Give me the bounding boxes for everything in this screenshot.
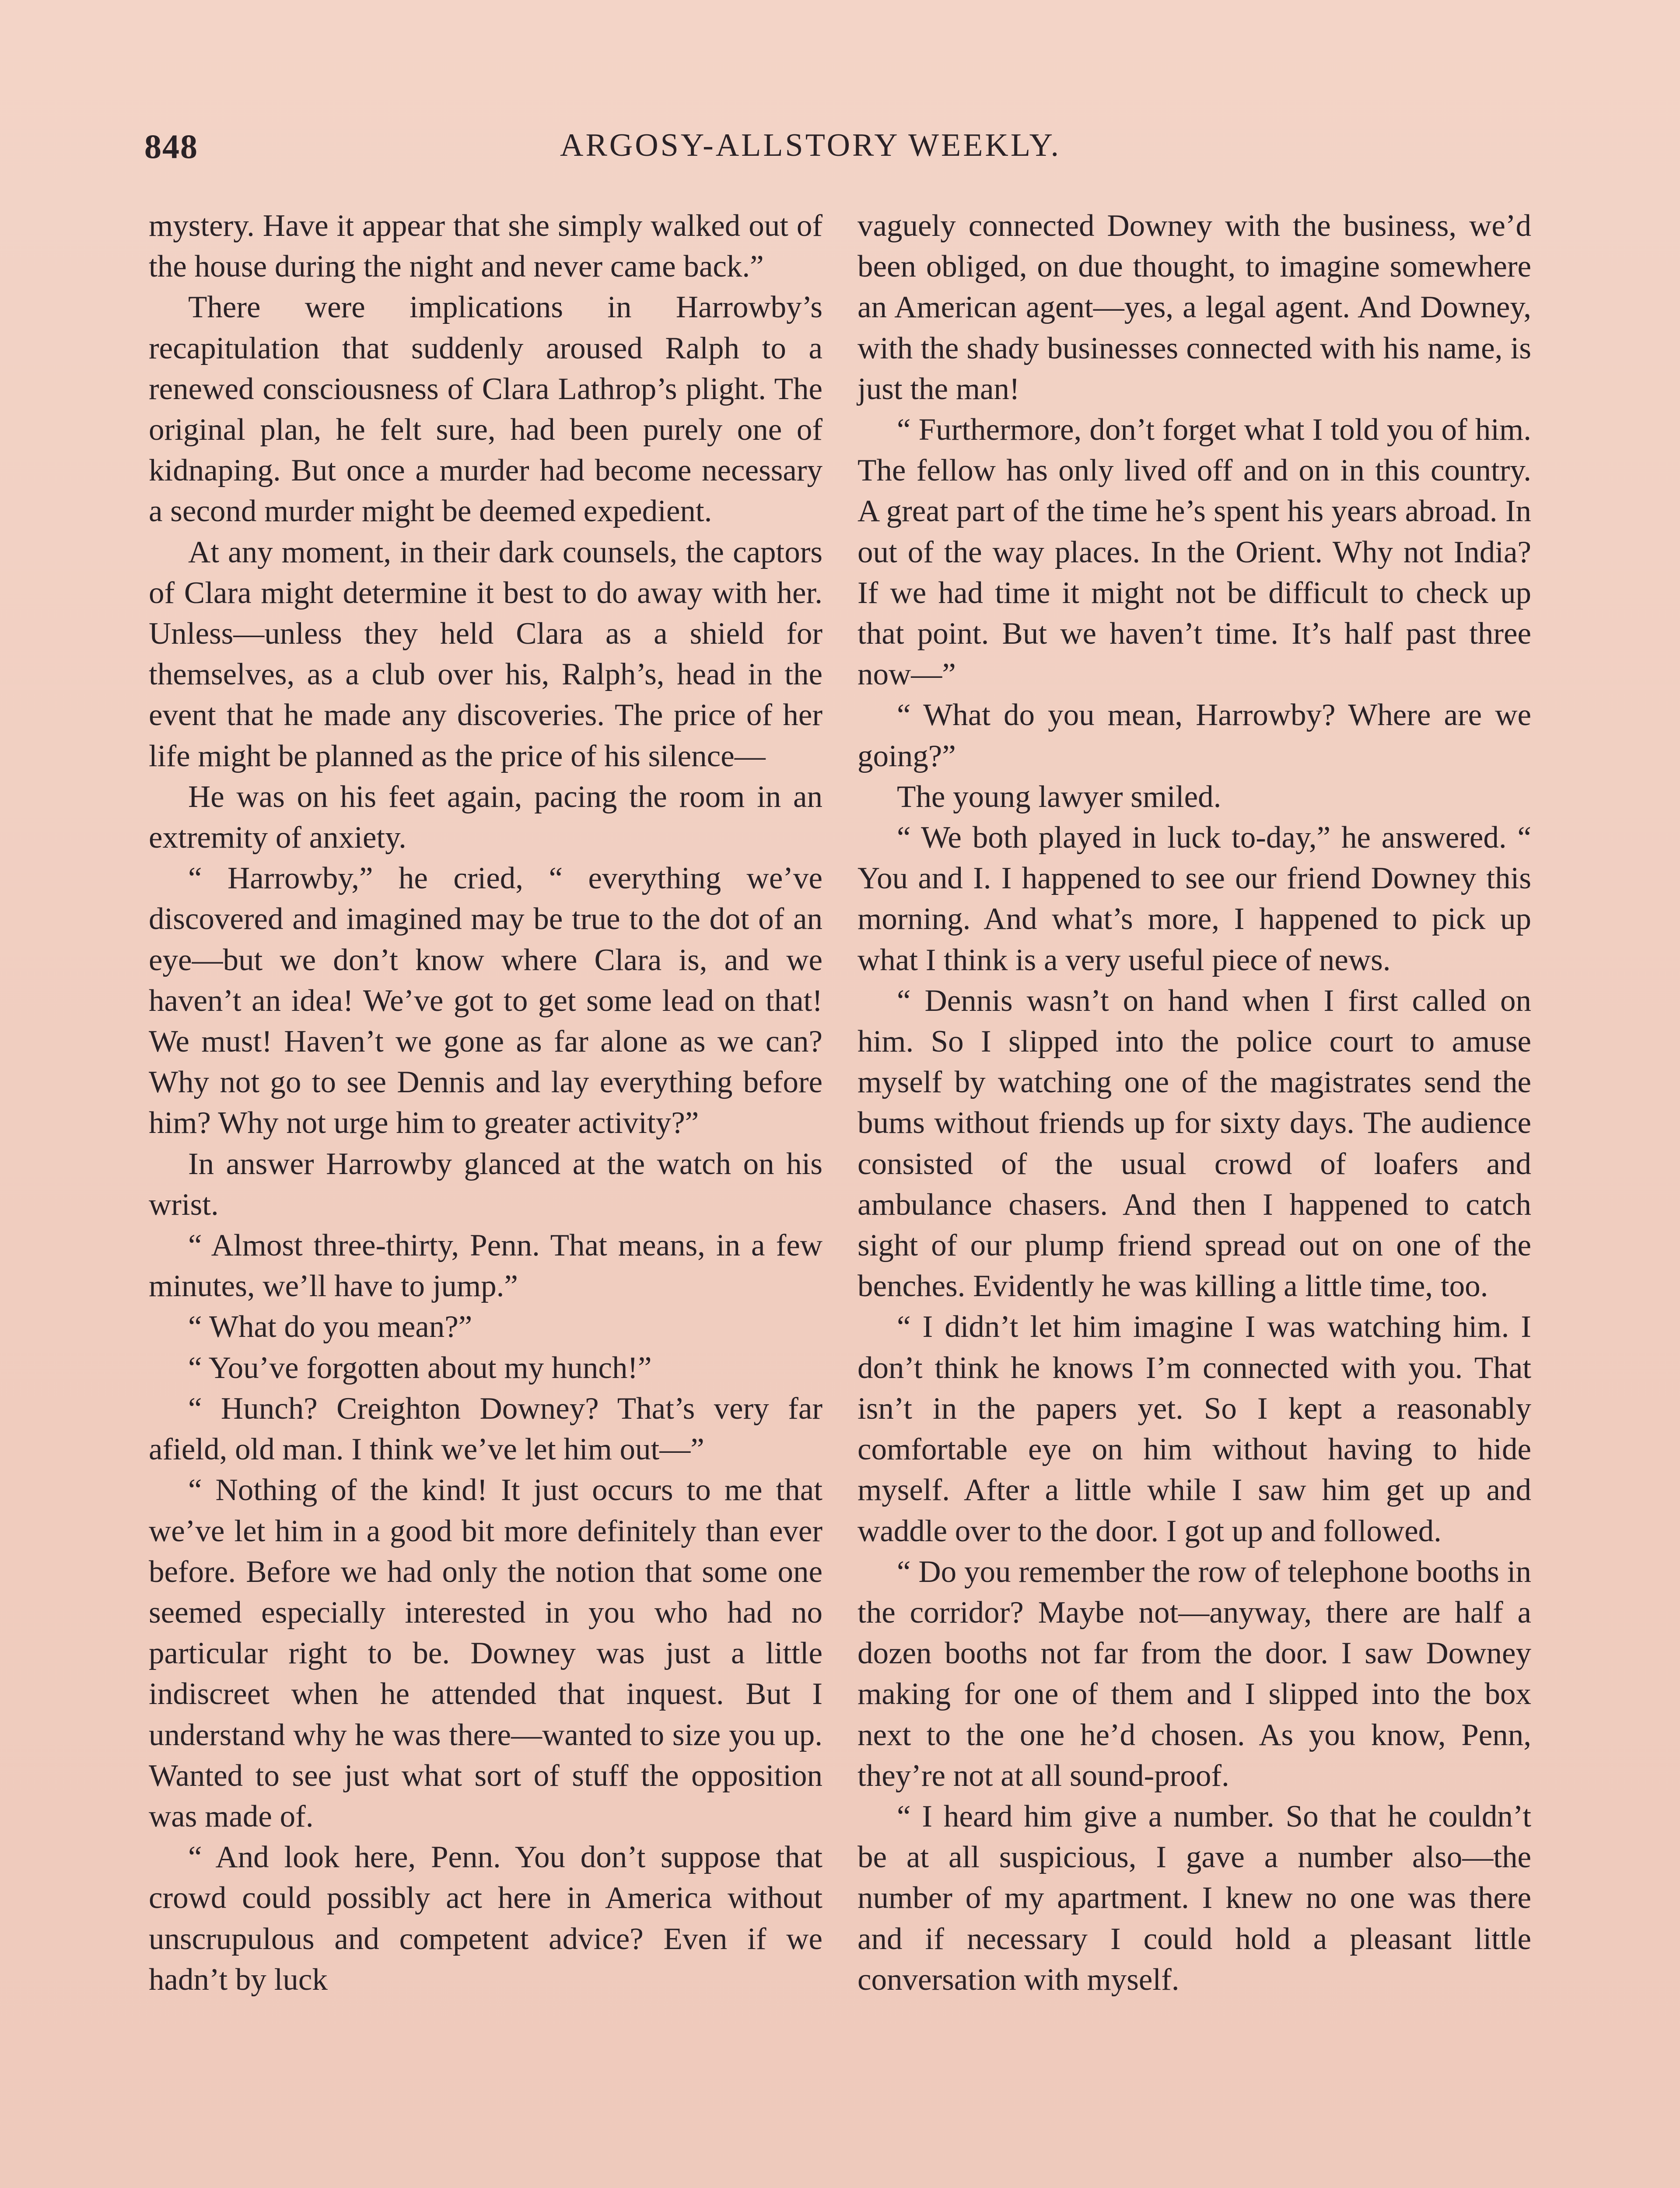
paragraph: “ What do you mean, Harrowby? Where are we going?” (858, 698, 1531, 773)
paragraph: At any moment, in their dark counsels, the captors of Clara might determine it best to do away with her. Unless—unless they held Clara as a shield for themselves, as a club over his, Ralph’s, head in the event that he made any discoveries. The price of her life might be planned as the price of his silence— (149, 535, 822, 773)
paragraph: “ I heard him give a number. So that he couldn’t be at all suspicious, I gave a number also—the number of my apartment. I knew no one was there and if necessary I could hold a pleasant little conversation with myself. (858, 1799, 1531, 1997)
page-number: 848 (144, 127, 198, 165)
paragraph: “ Do you remember the row of telephone booths in the corridor? Maybe not—anyway, there are half a dozen booths not far from the door. I saw Downey making for one of them and I slipped into the box next to the one he’d chosen. As you know, Penn, they’re not at all sound-proof. (858, 1554, 1531, 1793)
paragraph: “ And look here, Penn. You don’t suppose that crowd could possibly act here in America without unscrupulous and competent advice? Even if we hadn’t by luck (149, 1840, 822, 1997)
paragraph: In answer Harrowby glanced at the watch on his wrist. (149, 1147, 822, 1222)
paragraph: The young lawyer smiled. (897, 779, 1222, 814)
paragraph: vaguely connected Downey with the business, we’d been obliged, on due thought, to imagine somewhere an American agent—yes, a legal agent. And Downey, with the shady businesses connected with his name, is just the man! (858, 209, 1531, 406)
paragraph: “ Harrowby,” he cried, “ everything we’ve discovered and imagined may be true to the dot of an eye—but we don’t know where Clara is, and we haven’t an idea! We’ve got to get some lead on that! We must! Haven’t we gone as far alone as we can? Why not go to see Dennis and lay everything before him? Why not urge him to greater activity?” (149, 861, 822, 1140)
paragraph: mystery. Have it appear that she simply walked out of the house during the night and never came back.” (149, 209, 822, 284)
page-header (144, 127, 1536, 179)
paragraph: “ What do you mean?” (188, 1310, 472, 1344)
paragraph: “ Furthermore, don’t forget what I told you of him. The fellow has only lived off and on in this country. A great part of the time he’s spent his years abroad. In out of the way places. In the Orient. Why not India? If we had time it might not be difficult to check up that point. But we haven’t time. It’s half past three now—” (858, 413, 1531, 692)
paragraph: “ We both played in luck to-day,” he answered. “ You and I. I happened to see our friend Downey this morning. And what’s more, I happened to pick up what I think is a very useful piece of news. (858, 820, 1531, 977)
paragraph: “ Dennis wasn’t on hand when I first called on him. So I slipped into the police court to amuse myself by watching one of the magistrates send the bums without friends up for sixty days. The audience consisted of the usual crowd of loafers and ambulance chasers. And then I happened to catch sight of our plump friend spread out on one of the benches. Evidently he was killing a little time, too. (858, 983, 1531, 1304)
paragraph: He was on his feet again, pacing the room in an extremity of anxiety. (149, 779, 822, 855)
paragraph: “ I didn’t let him imagine I was watching him. I don’t think he knows I’m connected with you. That isn’t in the papers yet. So I kept a reasonably comfortable eye on him without having to hide myself. After a little while I saw him get up and waddle over to the door. I got up and followed. (858, 1310, 1531, 1548)
paragraph: “ Hunch? Creighton Downey? That’s very far afield, old man. I think we’ve let him out—” (149, 1391, 822, 1467)
running-title: ARGOSY-ALLSTORY WEEKLY. (560, 127, 1061, 163)
paragraph: “ You’ve forgotten about my hunch!” (188, 1350, 652, 1385)
left-column (149, 206, 822, 2000)
paragraph: There were implications in Harrowby’s recapitulation that suddenly aroused Ralph to a renewed consciousness of Clara Lathrop’s plight. The original plan, he felt sure, had been purely one of kidnaping. But once a murder had become necessary a second murder might be deemed expedient. (149, 290, 822, 529)
paragraph: “ Almost three-thirty, Penn. That means, in a few minutes, we’ll have to jump.” (149, 1228, 822, 1304)
right-column (858, 206, 1531, 2000)
paragraph: “ Nothing of the kind! It just occurs to me that we’ve let him in a good bit more definitely than ever before. Before we had only the notion that some one seemed especially interested in you who had no particular right to be. Downey was just a little indiscreet when he attended that inquest. But I understand why he was there—wanted to size you up. Wanted to see just what sort of stuff the opposition was made of. (149, 1473, 822, 1834)
